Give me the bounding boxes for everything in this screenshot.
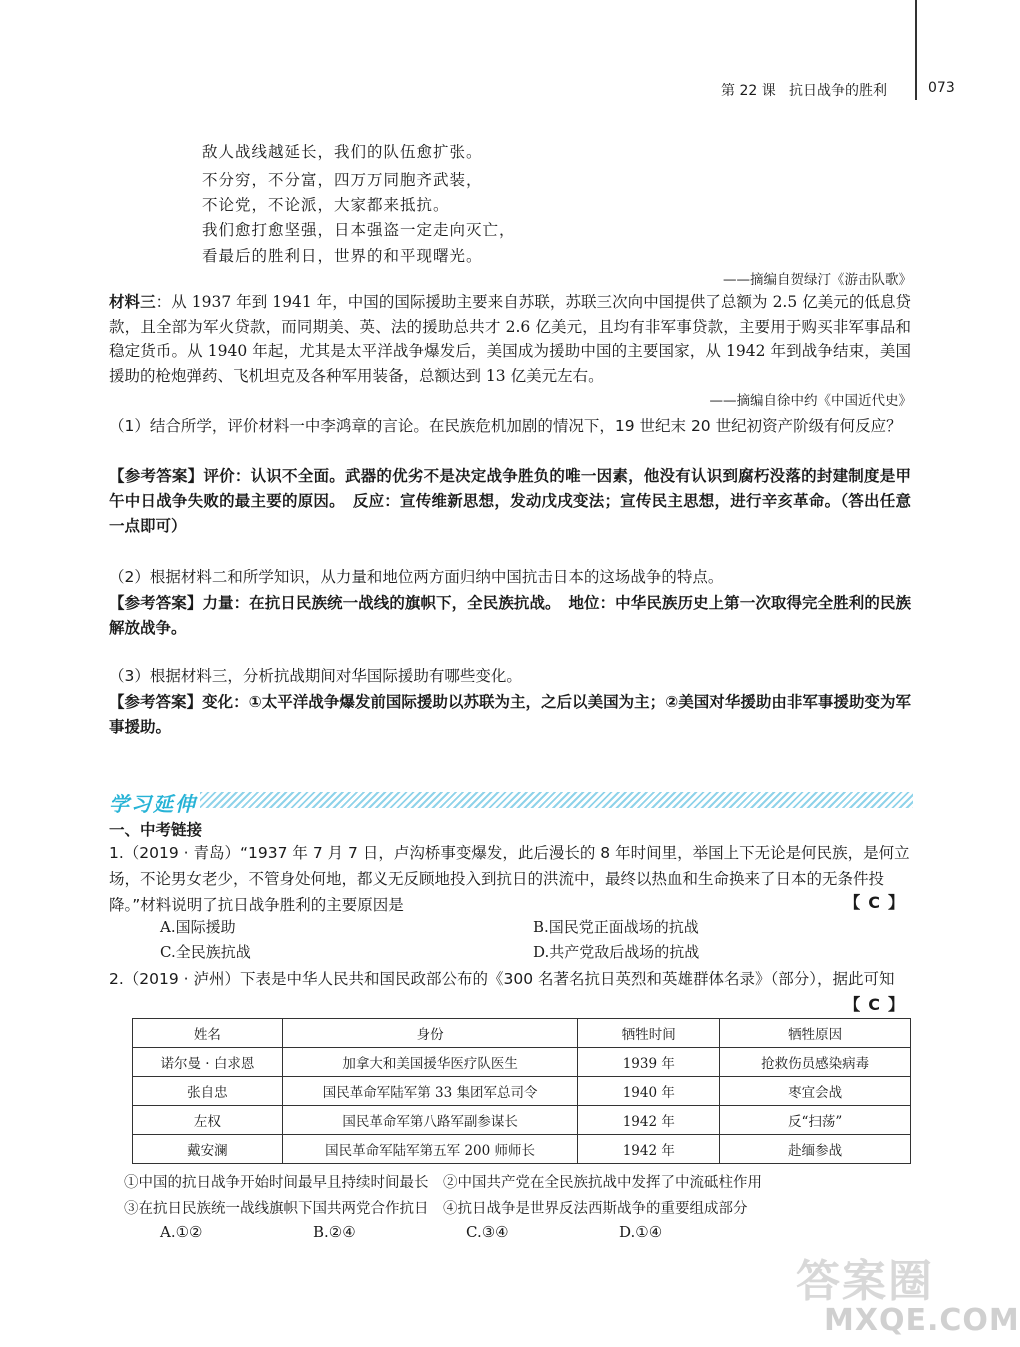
table-cell: 张自忠 [133,1077,283,1106]
heroes-table [132,1018,911,1164]
mcq-2-option-b: B.②④ [313,1223,356,1241]
poem-line: 不分穷，不分富，四万万同胞齐武装， [202,171,483,189]
lesson-title: 抗日战争的胜利 [789,83,887,99]
question-3: （3）根据材料三，分析抗战期间对华国际援助有哪些变化。 [109,667,522,685]
table-cell: 诺尔曼 · 白求恩 [133,1048,283,1077]
watermark-url: MXQE.COM [824,1303,1020,1338]
lesson-number: 第 22 课 [721,83,776,99]
mcq-1-option-d: D.共产党敌后战场的抗战 [533,943,700,961]
answer-3: 【参考答案】变化：①太平洋战争爆发前国际援助以苏联为主，之后以美国为主；②美国对华援助由非军事援助变为军事援助。 [109,693,911,736]
mcq-1-option-a: A.国际援助 [160,918,236,936]
mcq-1-option-b: B.国民党正面战场的抗战 [533,918,699,936]
poem-source: ——摘编自贺绿汀《游击队歌》 [723,272,912,288]
table-cell: 1942 年 [578,1135,720,1164]
table-row [133,1077,911,1106]
section-heading: 一、中考链接 [109,821,203,839]
material-three [109,290,911,388]
table-cell: 1940 年 [578,1077,720,1106]
material-three-source: ——摘编自徐中约《中国近代史》 [709,393,912,409]
question-2: （2）根据材料二和所学知识，从力量和地位两方面归纳中国抗击日本的这场战争的特点。 [109,568,724,586]
answer-1: 【参考答案】评价：认识不全面。武器的优劣不是决定战争胜负的唯一因素，他没有认识到腐朽没落的封建制度是甲午中日战争失败的最主要的原因。 反应：宣传维新思想，发动戊戌变法；宣传民主思想，进行辛亥革命。（答出任意一点即可） [109,467,911,535]
watermark-logo: 答案圈 [796,1256,934,1307]
table-cell: 反“扫荡” [720,1106,911,1135]
table-cell: 1939 年 [578,1048,720,1077]
table-header: 姓名 [133,1019,283,1048]
table-cell: 抢救伤员感染病毒 [720,1048,911,1077]
table-header: 身份 [282,1019,578,1048]
mcq-2-statements-line-1: ①中国的抗日战争开始时间最早且持续时间最长 ②中国共产党在全民族抗战中发挥了中流砥柱作用 [124,1175,762,1191]
table-cell: 国民革命军陆军第 33 集团军总司令 [282,1077,578,1106]
table-cell: 国民革命军第八路军副参谋长 [282,1106,578,1135]
table-row [133,1048,911,1077]
mcq-2-stem: 2.（2019 · 泸州）下表是中华人民共和国民政部公布的《300 名著名抗日英烈和英雄群体名录》（部分），据此可知 [109,970,895,988]
mcq-1-option-c: C.全民族抗战 [160,943,251,961]
mcq-2-option-d: D.①④ [619,1223,663,1241]
page-number: 073 [928,80,955,96]
material-three-text: ：从 1937 年到 1941 年，中国的国际援助主要来自苏联，苏联三次向中国提供了总额为 2.5 亿美元的低息贷款，且全部为军火贷款，而同期美、英、法的援助总共才 2.6 亿美元，且均有非军事贷款，主要用于购买非军事品和稳定货币。从 1940 年起，尤其是太平洋战争爆发后，美国成为援助中国的主要国家，从 1942 年到战争结束，美国援助的枪炮弹药、飞机坦克及各种军用装备，总额达到 13 亿美元左右。 [109,293,911,385]
mcq-2-answer: 【C】 [844,995,912,1014]
header-rule [915,0,917,100]
table-row [133,1135,911,1164]
mcq-2-statements-line-2: ③在抗日民族统一战线旗帜下国共两党合作抗日 ④抗日战争是世界反法西斯战争的重要组成部分 [124,1201,748,1217]
extension-banner-stripes [200,792,913,808]
table-header-row [133,1019,911,1048]
table-cell: 戴安澜 [133,1135,283,1164]
mcq-2-option-a: A.①② [160,1223,203,1241]
table-row [133,1106,911,1135]
table-cell: 左权 [133,1106,283,1135]
table-cell: 枣宜会战 [720,1077,911,1106]
table-cell: 赴缅参战 [720,1135,911,1164]
extension-title: 学习延伸 [109,792,197,816]
question-1: （1）结合所学，评价材料一中李鸿章的言论。在民族危机加剧的情况下，19 世纪末 20 世纪初资产阶级有何反应？ [109,417,902,435]
poem-line: 我们愈打愈坚强，日本强盗一定走向灭亡， [202,221,516,239]
poem-line: 看最后的胜利日，世界的和平现曙光。 [202,247,483,265]
table-cell: 加拿大和美国援华医疗队医生 [282,1048,578,1077]
poem-line: 敌人战线越延长，我们的队伍愈扩张。 [202,143,483,161]
mcq-1-answer: 【C】 [844,893,912,912]
table-header: 牺牲原因 [720,1019,911,1048]
mcq-2-option-c: C.③④ [466,1223,509,1241]
mcq-1-stem: 1.（2019 · 青岛）“1937 年 7 月 7 日，卢沟桥事变爆发，此后漫长的 8 年时间里，举国上下无论是何民族，是何立场，不论男女老少，不管身处何地，都义无反顾地投入到抗日的洪流中，最终以热血和生命换来了日本的无条件投降。”材料说明了抗日战争胜利的主要原因是 [109,844,910,914]
table-header: 牺牲时间 [578,1019,720,1048]
table-cell: 国民革命军陆军第五军 200 师师长 [282,1135,578,1164]
poem-line: 不论党，不论派，大家都来抵抗。 [202,196,450,214]
answer-2: 【参考答案】力量：在抗日民族统一战线的旗帜下，全民族抗战。 地位：中华民族历史上第一次取得完全胜利的民族解放战争。 [109,594,911,637]
material-three-label: 材料三 [109,293,156,311]
table-cell: 1942 年 [578,1106,720,1135]
